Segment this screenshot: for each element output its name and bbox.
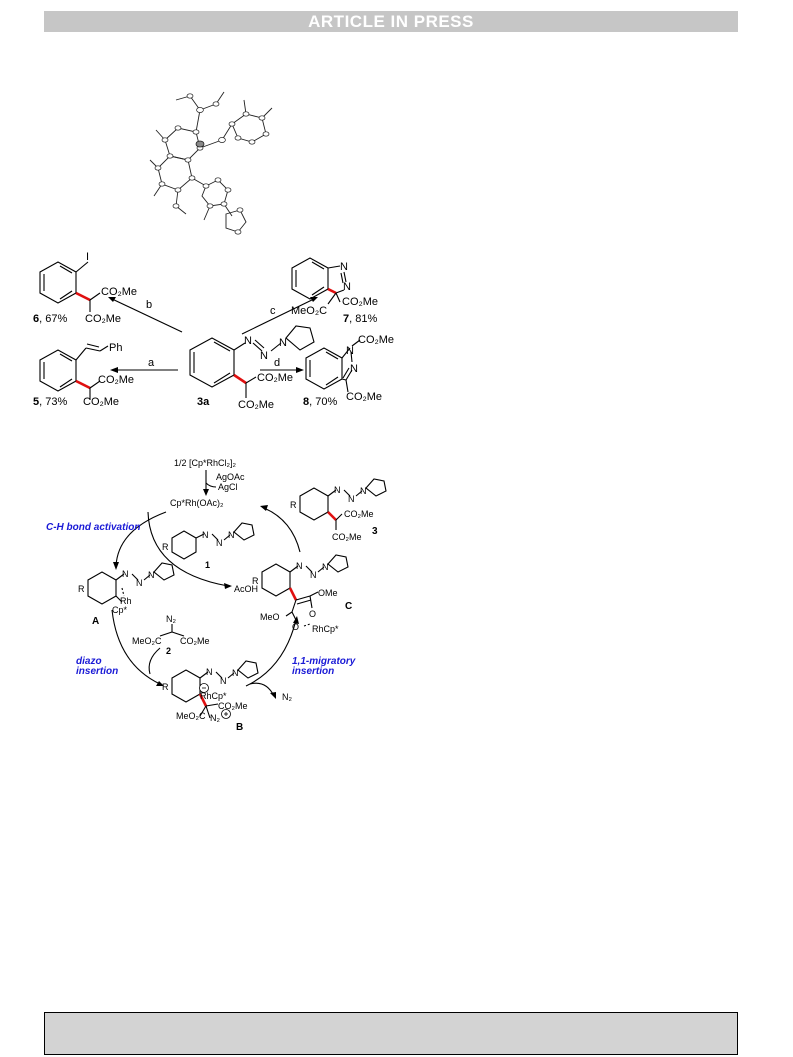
step-migratory-line1: 1,1-migratory <box>292 656 356 667</box>
compound-5-structure <box>40 344 108 400</box>
int-c-n3: N <box>322 562 329 572</box>
int-a-n1: N <box>122 569 129 579</box>
compound-6-label <box>33 313 67 325</box>
compound-7-co2me: CO₂Me <box>342 296 379 308</box>
diazo-2-meo2c: MeO₂C <box>132 636 162 646</box>
int-b-n3: N <box>232 668 239 678</box>
diazo-2-structure <box>160 624 184 636</box>
3a-n3: N <box>279 337 287 349</box>
substrate-1-n1: N <box>202 530 209 540</box>
int-b-n2plus: N₂ <box>210 713 220 723</box>
compound-6-co2me-upper: CO₂Me <box>101 286 138 298</box>
arrow-d-label: d <box>274 357 281 369</box>
compound-7-structure <box>292 258 346 304</box>
int-c-n1: N <box>296 561 303 571</box>
banner-text: ARTICLE IN PRESS <box>308 12 474 31</box>
step-diazo-line2: insertion <box>76 666 119 677</box>
product-3-r: R <box>290 500 297 510</box>
compound-5-co2me-upper: CO₂Me <box>98 374 135 386</box>
product-3-number: 3 <box>372 526 378 537</box>
scheme1-arrows <box>108 297 318 373</box>
compound-6-number: 6 <box>33 313 40 325</box>
3a-co2me-upper: CO₂Me <box>257 372 294 384</box>
product-3-n1: N <box>334 485 341 495</box>
compound-7-number: 7 <box>343 313 350 325</box>
substrate-1-r: R <box>162 542 169 552</box>
int-b-r: R <box>162 682 169 692</box>
acoh-label: AcOH <box>234 584 259 594</box>
compound-5-ph: Ph <box>109 342 123 354</box>
n2-release-label: N₂ <box>282 692 292 702</box>
catalyst-label: Cp*Rh(OAc)₂ <box>170 498 224 508</box>
int-c-r: R <box>252 576 259 586</box>
compound-8-co2me-lower: CO₂Me <box>346 391 383 403</box>
int-b-meo2c: MeO₂C <box>176 711 206 721</box>
substrate-1-number: 1 <box>205 560 211 570</box>
compound-7-n2: N <box>343 281 351 293</box>
compound-5-yield: , 73% <box>39 396 68 408</box>
compound-5-label <box>33 396 67 408</box>
catalyst-precursor: 1/2 [Cp*RhCl₂]₂ <box>174 458 237 468</box>
diazo-2-number: 2 <box>166 646 172 656</box>
compound-7-n1: N <box>340 261 348 273</box>
compound-8-n1: N <box>346 345 354 357</box>
ortep-hatched-atom <box>196 141 204 147</box>
compound-8-number: 8 <box>303 396 310 408</box>
substrate-1-n2: N <box>216 538 223 548</box>
compound-6-iodo: I <box>86 251 90 263</box>
compound-3a-number: 3a <box>197 396 210 408</box>
arrow-b-label: b <box>146 299 153 311</box>
int-c-ome: OMe <box>318 588 338 598</box>
product-3-co2me-upper: CO₂Me <box>344 509 374 519</box>
intermediate-c-label: C <box>345 601 353 612</box>
int-b-co2me: CO₂Me <box>218 701 248 711</box>
precursor-arrowhead <box>203 489 209 496</box>
substrate-1-n3: N <box>228 530 235 540</box>
ortep-atoms <box>155 94 269 234</box>
compound-8-yield: , 70% <box>309 396 338 408</box>
compound-6-co2me-lower: CO₂Me <box>85 313 122 325</box>
compound-5-co2me-lower: CO₂Me <box>83 396 120 408</box>
diazo-2-co2me: CO₂Me <box>180 636 210 646</box>
int-c-o2: O <box>292 622 300 632</box>
product-3-n3: N <box>360 486 367 496</box>
int-a-cp: Cp* <box>112 605 128 615</box>
3a-n2: N <box>260 350 268 362</box>
int-c-o: O <box>309 609 317 619</box>
agcl-label: AgCl <box>218 482 238 492</box>
compound-8-label <box>303 396 337 408</box>
compound-8-n2: N <box>350 363 358 375</box>
int-a-rh: Rh <box>120 596 132 606</box>
product-3-n2: N <box>348 494 355 504</box>
product-3-structure <box>300 479 386 530</box>
compound-5-number: 5 <box>33 396 40 408</box>
int-a-n2: N <box>136 578 143 588</box>
arrow-c-label: c <box>270 305 276 317</box>
intermediate-a-label: A <box>92 616 100 627</box>
compound-7-label <box>343 313 377 325</box>
diazo-2-n2: N₂ <box>166 614 176 624</box>
int-a-n3: N <box>148 570 155 580</box>
int-a-r: R <box>78 584 85 594</box>
compound-7-yield: , 81% <box>349 313 378 325</box>
int-b-rhcp: RhCp* <box>200 691 227 701</box>
step-migratory-line2: insertion <box>292 666 335 677</box>
step-ch-activation: C-H bond activation <box>46 522 141 533</box>
compound-6-yield: , 67% <box>39 313 68 325</box>
3a-n1: N <box>244 335 252 347</box>
int-b-n1: N <box>206 667 213 677</box>
agcl-curl <box>206 483 216 487</box>
product-3-co2me-lower: CO₂Me <box>332 532 362 542</box>
compound-3a-structure <box>190 326 314 398</box>
arrow-a-label: a <box>148 357 155 369</box>
intermediate-b-label: B <box>236 722 244 733</box>
compound-7-meo2c: MeO₂C <box>291 305 328 317</box>
int-c-rhcp: RhCp* <box>312 624 339 634</box>
substrate-1-structure <box>172 523 254 559</box>
3a-co2me-lower: CO₂Me <box>238 399 275 411</box>
int-c-n2: N <box>310 570 317 580</box>
crystal-structure-ortep <box>150 92 272 232</box>
compound-6-structure <box>40 262 100 312</box>
agoac-label: AgOAc <box>216 472 245 482</box>
int-b-n2: N <box>220 676 227 686</box>
compound-8-co2me-upper: CO₂Me <box>358 334 395 346</box>
footer-citation-box <box>44 1012 738 1055</box>
step-diazo-line1: diazo <box>76 656 102 667</box>
int-c-meo: MeO <box>260 612 280 622</box>
